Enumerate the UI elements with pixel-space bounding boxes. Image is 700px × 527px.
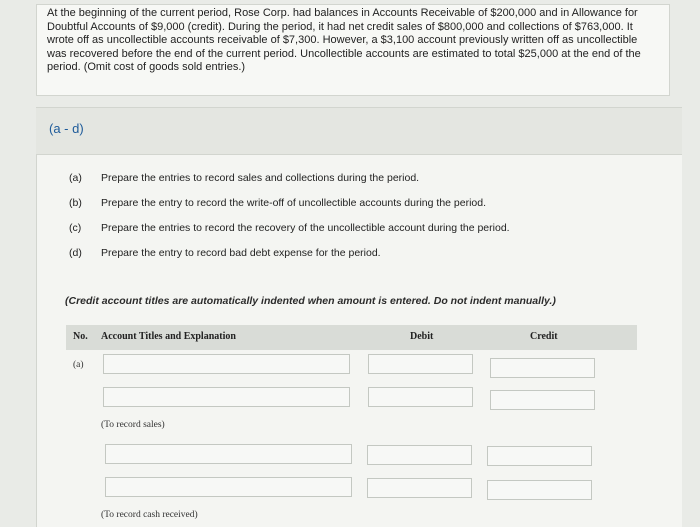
task-text: Prepare the entries to record sales and collections during the period. bbox=[101, 172, 420, 184]
debit-amount-input[interactable] bbox=[367, 445, 472, 465]
section-header bbox=[36, 107, 682, 155]
account-title-input[interactable] bbox=[105, 477, 352, 497]
task-letter: (c) bbox=[69, 222, 82, 234]
debit-amount-input[interactable] bbox=[368, 387, 473, 407]
header-debit: Debit bbox=[410, 331, 434, 342]
credit-amount-input[interactable] bbox=[490, 390, 595, 410]
header-credit: Credit bbox=[530, 331, 558, 342]
credit-amount-input[interactable] bbox=[490, 358, 595, 378]
task-letter: (a) bbox=[69, 172, 82, 184]
task-text: Prepare the entries to record the recovery of the uncollectible account during the period. bbox=[101, 222, 510, 234]
task-text: Prepare the entry to record the write-off of uncollectible accounts during the period. bbox=[101, 197, 487, 209]
credit-amount-input[interactable] bbox=[487, 446, 592, 466]
entry-memo: (To record cash received) bbox=[101, 510, 198, 520]
entry-memo: (To record sales) bbox=[101, 420, 165, 430]
question-content bbox=[36, 155, 682, 527]
header-no: No. bbox=[73, 331, 88, 342]
debit-amount-input[interactable] bbox=[368, 354, 473, 374]
journal-table-header bbox=[66, 325, 637, 350]
task-text: Prepare the entry to record bad debt expense for the period. bbox=[101, 247, 381, 259]
section-title: (a - d) bbox=[49, 121, 84, 136]
row-label-a: (a) bbox=[73, 360, 84, 370]
task-letter: (d) bbox=[69, 247, 82, 259]
account-title-input[interactable] bbox=[105, 444, 352, 464]
credit-amount-input[interactable] bbox=[487, 480, 592, 500]
account-title-input[interactable] bbox=[103, 387, 350, 407]
problem-statement bbox=[36, 4, 670, 96]
debit-amount-input[interactable] bbox=[367, 478, 472, 498]
header-account: Account Titles and Explanation bbox=[101, 331, 236, 342]
account-title-input[interactable] bbox=[103, 354, 350, 374]
task-letter: (b) bbox=[69, 197, 82, 209]
instruction-note: (Credit account titles are automatically indented when amount is entered. Do not indent manually.) bbox=[65, 295, 556, 307]
problem-text: At the beginning of the current period, Rose Corp. had balances in Accounts Receivable of $200,000 and in Allowance for Doubtful Accounts of $9,000 (credit). During the period, it had net credit sales of $800,000 and collections of $763,000. It wrote off as uncollectible accounts receivable of $7,300. However, a $3,100 account previously written off as uncollectible was recovered before the end of the current period. Uncollectible accounts are estimated to total $25,000 at the end of the period. (Omit cost of goods sold entries.) bbox=[47, 7, 641, 74]
